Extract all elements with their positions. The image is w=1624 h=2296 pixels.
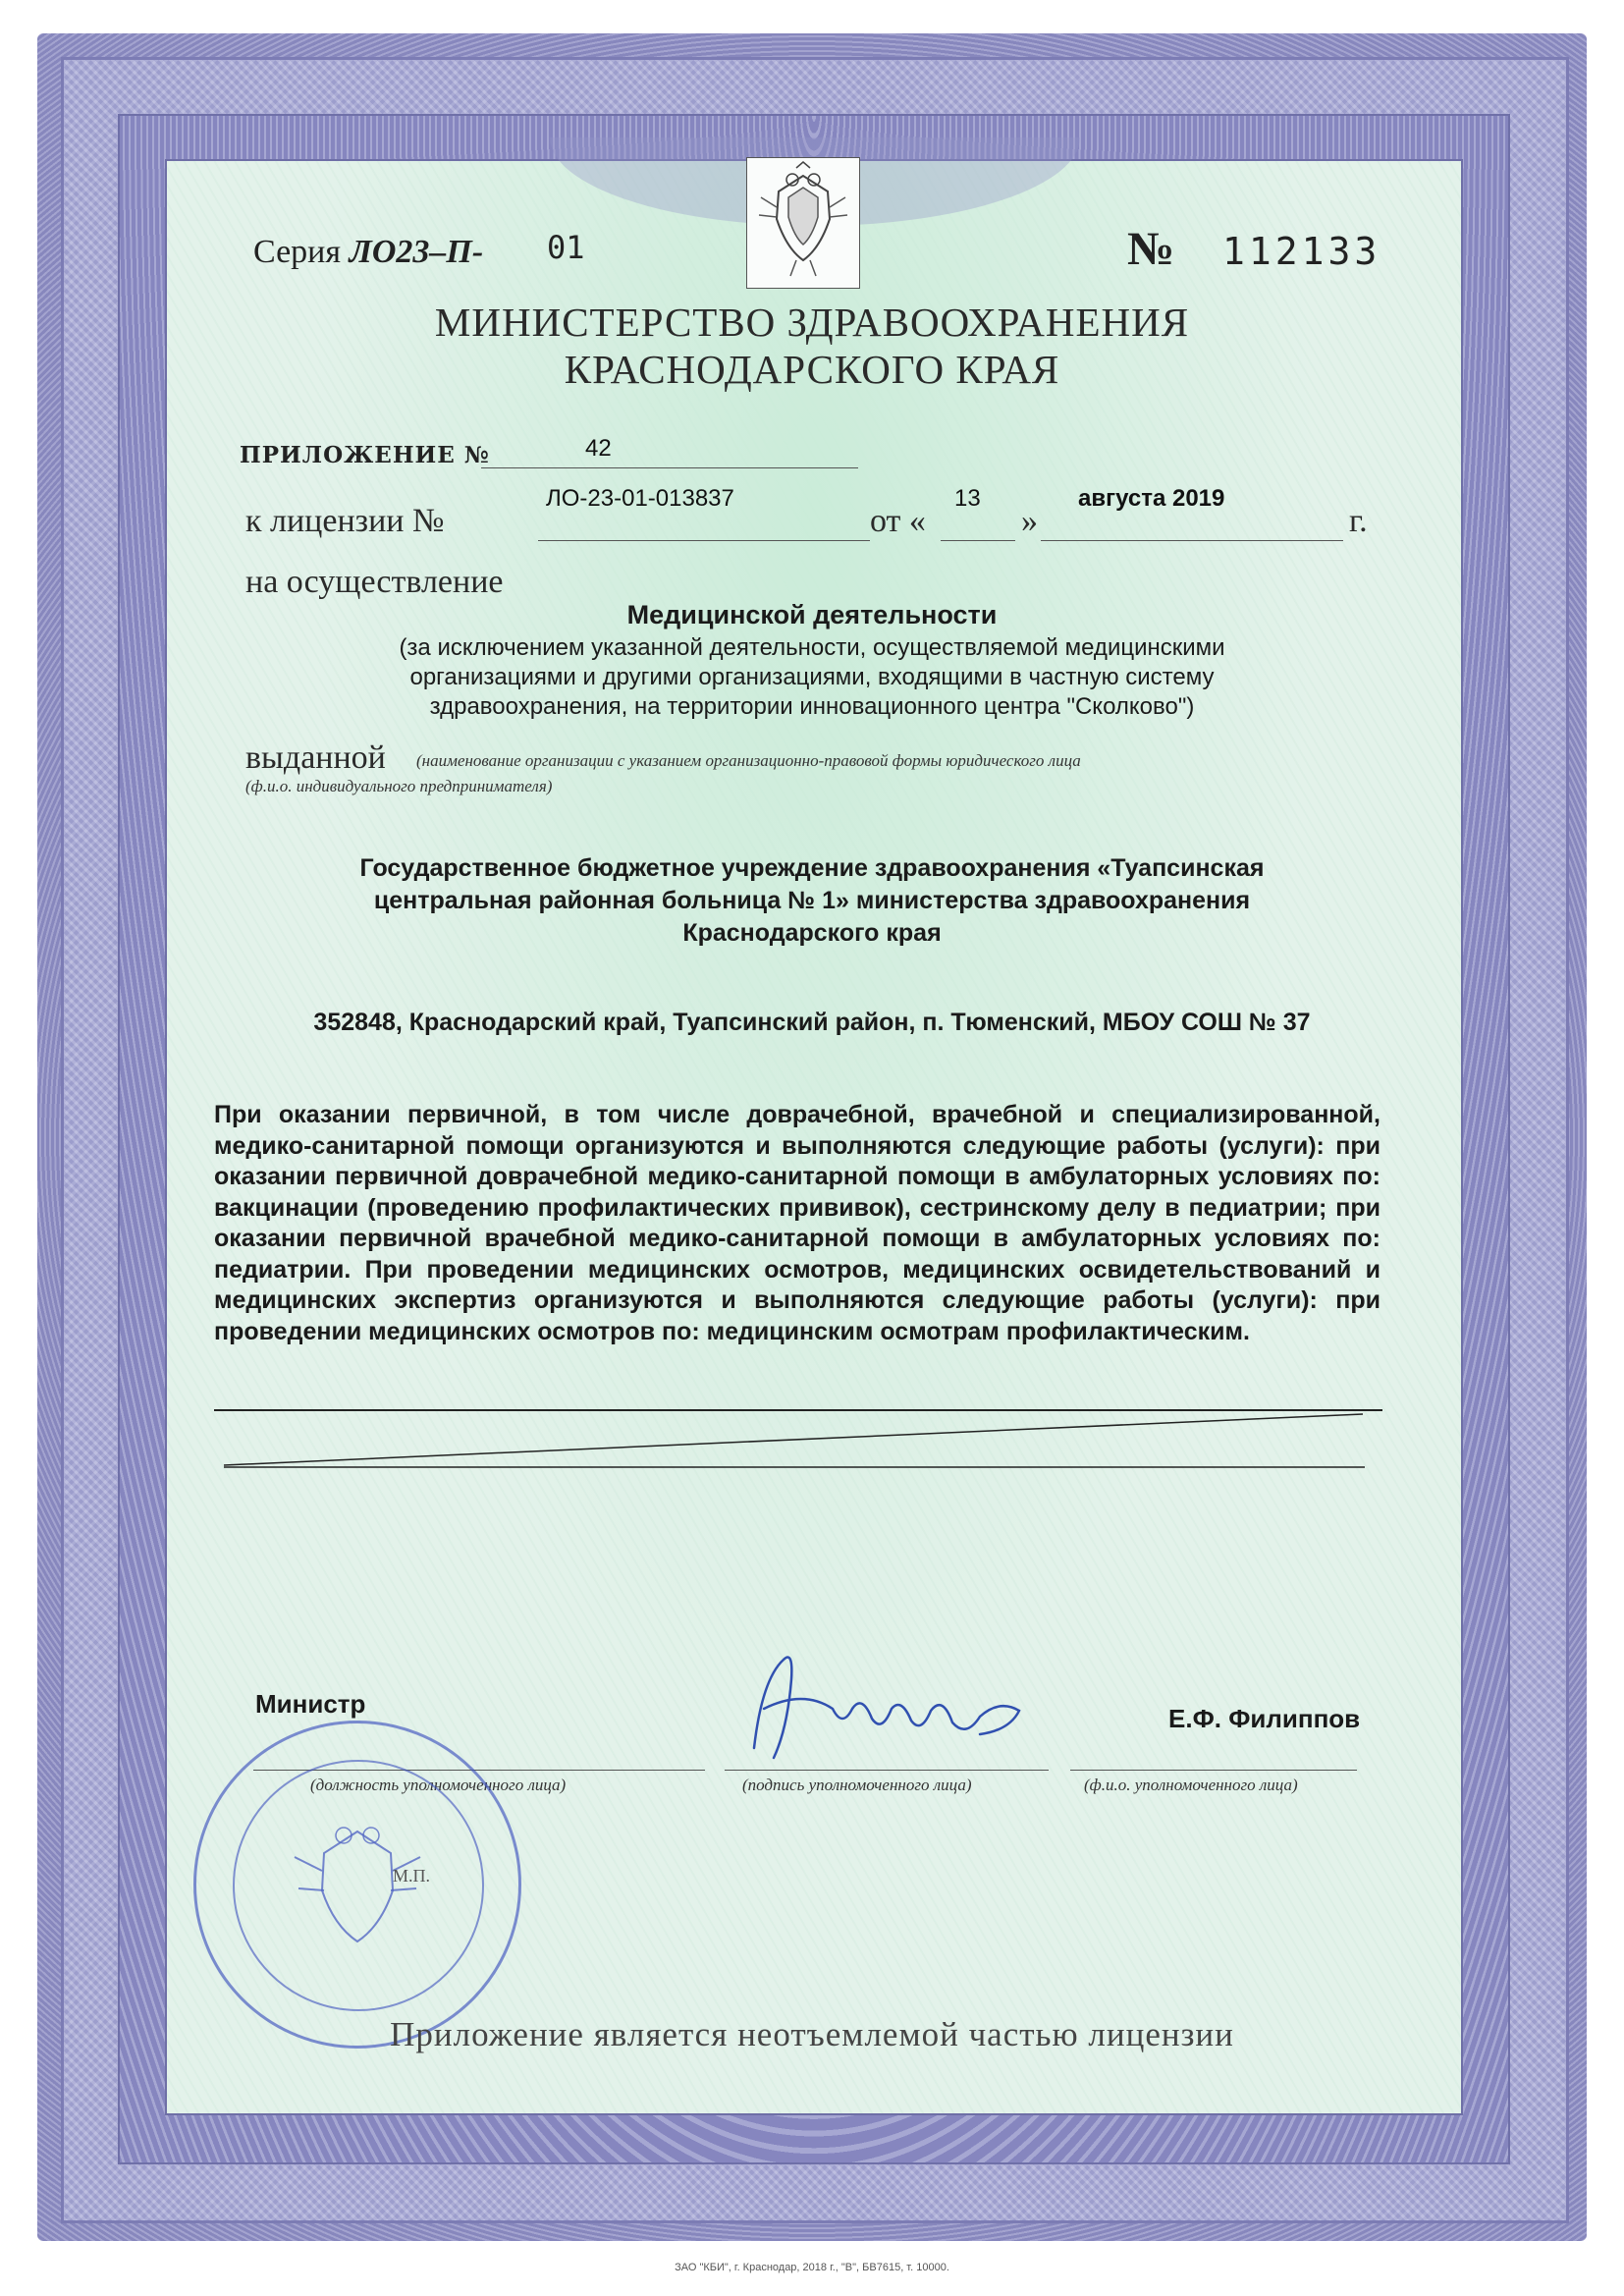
signature-caption: (подпись уполномоченного лица) [742, 1776, 972, 1794]
license-form-number: 112133 [1222, 230, 1381, 273]
activity-desc-line: здравоохранения, на территории инновационного центра "Сколково") [429, 693, 1195, 720]
license-number-underline [538, 540, 870, 541]
appendix-underline [481, 467, 858, 468]
coat-of-arms-icon [746, 157, 860, 289]
stamp-place-mark: М.П. [393, 1866, 431, 1886]
name-caption: (ф.и.о. уполномоченного лица) [1084, 1776, 1298, 1794]
license-from-label: от « [870, 503, 926, 539]
position-caption: (должность уполномоченного лица) [310, 1776, 567, 1794]
series-number: 01 [547, 229, 585, 266]
license-number: ЛО-23-01-013837 [546, 485, 734, 512]
name-underline [1070, 1770, 1357, 1771]
appendix-note: Приложение является неотъемлемой частью лицензии [390, 2015, 1234, 2053]
series-code: ЛО23–П- [349, 234, 484, 270]
activity-desc-line: (за исключением указанной деятельности, осуществляемой медицинскими [399, 634, 1225, 661]
handwritten-signature [715, 1640, 1049, 1777]
organization-name [165, 852, 1459, 950]
issued-hint-line1: (наименование организации с указанием организационно-правовой формы юридического лица [416, 751, 1081, 770]
org-line: Краснодарского края [682, 919, 942, 947]
month-year-underline [1041, 540, 1343, 541]
organization-address: 352848, Краснодарский край, Туапсинский район, п. Тюменский, МБОУ СОШ № 37 [313, 1009, 1311, 1036]
close-quote: » [1021, 503, 1038, 539]
issued-label: выданной [245, 739, 386, 776]
ministry-title-line1: МИНИСТЕРСТВО ЗДРАВООХРАНЕНИЯ [434, 300, 1190, 345]
year-suffix: г. [1349, 503, 1368, 539]
issued-hint-line2: (ф.и.о. индивидуального предпринимателя) [245, 777, 553, 795]
signatory-position: Министр [255, 1689, 366, 1719]
series-line [253, 234, 483, 271]
activity-prefix: на осуществление [245, 564, 504, 600]
printer-imprint: ЗАО "КБИ", г. Краснодар, 2018 г., "В", БВ7615, т. 10000. [675, 2262, 949, 2273]
signatory-name: Е.Ф. Филиппов [1168, 1704, 1361, 1733]
org-line: центральная районная больница № 1» министерства здравоохранения [373, 887, 1251, 914]
number-sign: № [1127, 223, 1175, 275]
signature-underline [725, 1770, 1049, 1771]
license-day: 13 [954, 485, 981, 512]
stamp-emblem-icon [196, 1723, 518, 2046]
ministry-title-line2: КРАСНОДАРСКОГО КРАЯ [564, 347, 1060, 392]
activity-title: Медицинской деятельности [626, 600, 998, 629]
day-underline [941, 540, 1015, 541]
official-stamp [193, 1721, 521, 2049]
org-line: Государственное бюджетное учреждение здравоохранения «Туапсинская [359, 854, 1265, 882]
license-month-year: августа 2019 [1078, 485, 1225, 512]
appendix-label: ПРИЛОЖЕНИЕ № [240, 442, 490, 468]
strike-lines [214, 1406, 1392, 1477]
activity-desc-line: организациями и другими организациями, входящими в частную систему [409, 664, 1215, 690]
license-prefix: к лицензии № [245, 503, 445, 539]
activity-description [165, 633, 1459, 722]
series-label: Серия [253, 234, 342, 270]
appendix-number: 42 [585, 435, 612, 462]
services-text: При оказании первичной, в том числе доврачебной, врачебной и специализированной, медико-санитарной помощи организуются и выполняются следующие работы (услуги): при оказании первичной доврачебной медико-санитарной помощи в амбулаторных условиях по: вакцинации (проведению профилактических прививок), сестринскому делу в педиатрии; при оказании первичной врачебной медико-санитарной помощи в амбулаторных условиях по: педиатрии. При проведении медицинских осмотров, медицинских освидетельствований и медицинских экспертиз организуются и выполняются следующие работы (услуги): при проведении медицинских осмотров по: медицинским осмотрам профилактическим. [214, 1101, 1380, 1345]
